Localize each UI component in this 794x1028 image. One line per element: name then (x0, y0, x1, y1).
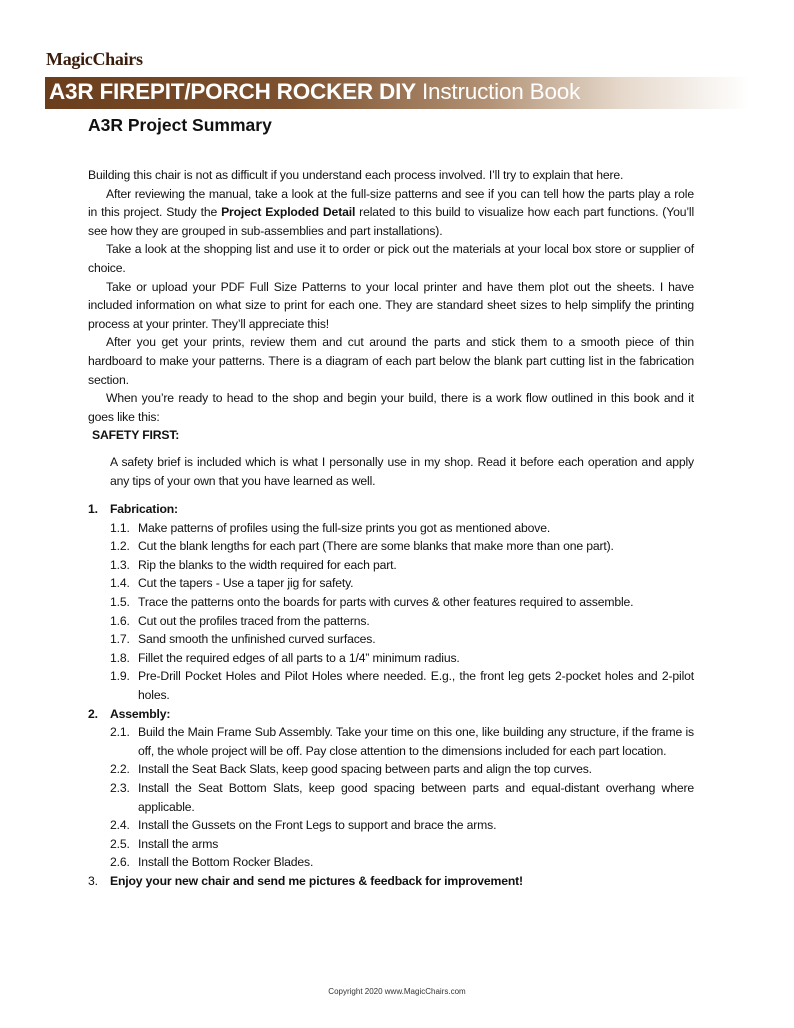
list-text: Cut the tapers - Use a taper jig for safety. (138, 576, 354, 591)
list-number: 2. (88, 706, 98, 721)
sub-list-item (110, 612, 694, 631)
list-item (88, 705, 694, 724)
paragraph: After you get your prints, review them and cut around the parts and stick them to a smooth piece of thin hardboard to make your patterns. There is a diagram of each part below the blank part cutting list in the fabrication section. (88, 335, 694, 387)
paragraph: After reviewing the manual, take a look at the full-size patterns and see if you can tell how the parts play a role in this project. Study the Project Exploded Detail related to this build to visualize how each part functions. (You’ll see how they are grouped in sub-assemblies and part installations). (88, 186, 695, 238)
sub-list-item (110, 723, 694, 760)
document-title: A3R FIREPIT/PORCH ROCKER DIY Instruction Book (49, 79, 581, 104)
sub-list-item (110, 537, 694, 556)
sub-list-item (110, 853, 694, 872)
sub-list-item (110, 760, 694, 779)
list-number: 1.3. (110, 557, 130, 572)
list-number: 1. (88, 502, 98, 517)
sub-list-item (110, 574, 694, 593)
list-text: Trace the patterns onto the boards for parts with curves & other features required to assemble. (138, 595, 634, 610)
list-number: 1.7. (110, 632, 130, 647)
list-text: Install the arms (138, 836, 219, 851)
paragraph: Building this chair is not as difficult if you understand each process involved. I’ll try to explain that here. (88, 168, 624, 182)
list-number: 3. (88, 873, 98, 888)
list-number: 2.1. (110, 725, 130, 740)
list-number: 2.6. (110, 855, 130, 870)
list-heading: Assembly: (110, 706, 171, 721)
list-number: 1.4. (110, 576, 130, 591)
list-number: 2.4. (110, 818, 130, 833)
safety-heading: SAFETY FIRST: (92, 428, 180, 443)
list-heading: Enjoy your new chair and send me pictures & feedback for improvement! (110, 873, 523, 888)
list-number: 1.8. (110, 650, 130, 665)
list-text: Install the Bottom Rocker Blades. (138, 855, 314, 870)
list-text: Cut out the profiles traced from the patterns. (138, 613, 370, 628)
paragraph: Take or upload your PDF Full Size Patterns to your local printer and have them plot out the sheets. I have included information on what size to print for each one. They are standard sheet sizes to help simplify the printing process at your printer. They’ll appreciate this! (88, 279, 694, 331)
list-text: Install the Gussets on the Front Legs to support and brace the arms. (138, 818, 497, 833)
list-number: 1.5. (110, 595, 130, 610)
sub-list-item (110, 556, 694, 575)
safety-text: A safety brief is included which is what I personally use in my shop. Read it before each operation and apply any tips of your own that you have learned as well. (110, 454, 694, 488)
list-number: 2.2. (110, 762, 130, 777)
sub-list-item (110, 816, 694, 835)
title-banner (45, 77, 750, 109)
footer-copyright: Copyright 2020 www.MagicChairs.com (328, 987, 466, 996)
sub-list-item (110, 667, 694, 704)
list-item (88, 500, 694, 519)
list-text: Install the Seat Bottom Slats, keep good spacing between parts and equal-distant overhang where applicable. (138, 781, 694, 814)
list-number: 1.9. (110, 669, 130, 684)
list-text: Cut the blank lengths for each part (There are some blanks that make more than one part). (138, 539, 614, 554)
list-number: 1.1. (110, 520, 130, 535)
section-title: A3R Project Summary (88, 115, 272, 135)
sub-list-item (110, 779, 694, 816)
list-text: Install the Seat Back Slats, keep good spacing between parts and align the top curves. (138, 762, 592, 777)
list-text: Rip the blanks to the width required for each part. (138, 557, 397, 572)
list-heading: Fabrication: (110, 502, 178, 517)
sub-list-item (110, 593, 694, 612)
list-number: 2.3. (110, 781, 130, 795)
paragraph: Take a look at the shopping list and use it to order or pick out the materials at your local box store or supplier of choice. (88, 242, 694, 275)
paragraph: When you’re ready to head to the shop and begin your build, there is a work flow outlined in this book and it goes like this: (88, 391, 694, 424)
brand-logo: MagicChairs (46, 49, 143, 69)
list-text: Sand smooth the unfinished curved surfaces. (138, 632, 376, 647)
list-number: 2.5. (110, 836, 130, 851)
sub-list-item (110, 519, 694, 538)
list-number: 1.2. (110, 539, 130, 554)
sub-list-item (110, 835, 694, 854)
workflow-list (88, 500, 694, 890)
list-text: Pre-Drill Pocket Holes and Pilot Holes where needed. E.g., the front leg gets 2-pocket holes and 2-pilot holes. (138, 669, 694, 703)
sub-list-item (110, 630, 694, 649)
sub-list-item (110, 649, 694, 668)
list-text: Build the Main Frame Sub Assembly. Take your time on this one, like building any structure, if the frame is off, the whole project will be off. Pay close attention to the dimensions included for each part location. (138, 725, 694, 758)
body-text (88, 166, 694, 891)
list-text: Fillet the required edges of all parts to a 1/4” minimum radius. (138, 650, 460, 665)
list-number: 1.6. (110, 613, 130, 628)
list-item (88, 872, 694, 891)
list-text: Make patterns of profiles using the full-size prints you got as mentioned above. (138, 520, 551, 535)
